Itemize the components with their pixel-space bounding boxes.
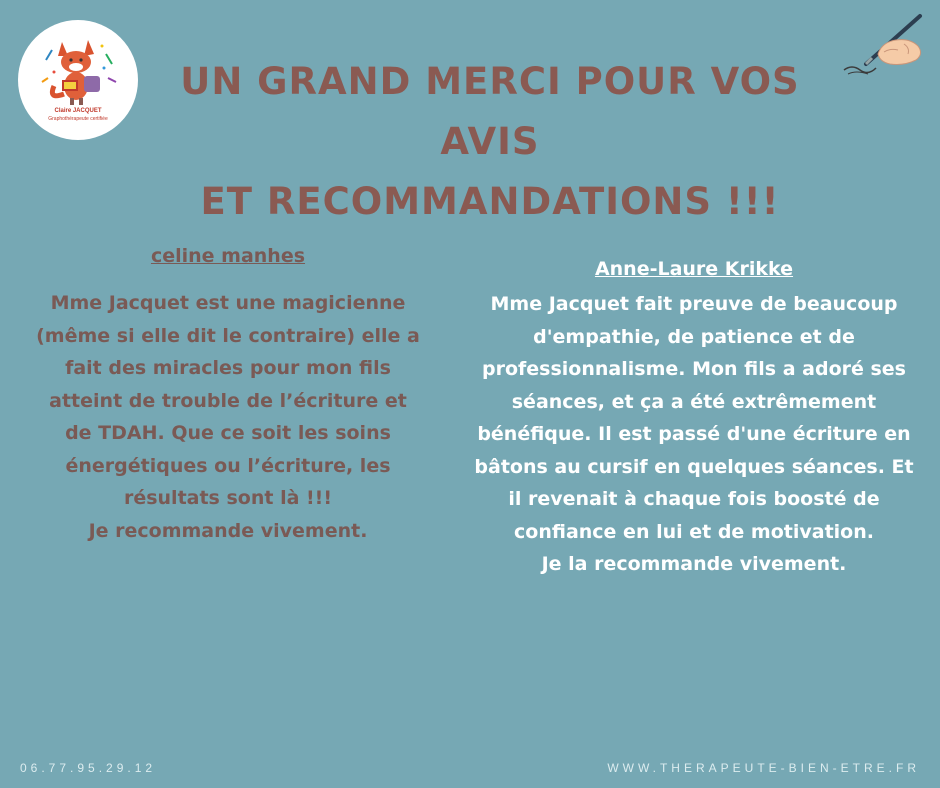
title-line-1: UN GRAND MERCI POUR VOS AVIS — [180, 60, 800, 163]
review-text-line: énergétiques ou l’écriture, les — [65, 454, 391, 477]
fox-illustration-icon — [18, 20, 138, 140]
review-text-line: Je la recommande vivement. — [541, 553, 847, 575]
review-text-line: séances, et ça a été extrêmement — [511, 390, 877, 413]
review-text-line: Je recommande vivement. — [88, 519, 368, 542]
review-text-line: bâtons au cursif en quelques séances. Et — [474, 455, 914, 478]
page-title — [150, 52, 830, 232]
review-text-line: de TDAH. Que ce soit les soins — [65, 422, 391, 444]
review-text-line: il revenait à chaque fois boosté de — [508, 488, 880, 510]
review-text-line: Mme Jacquet fait preuve de beaucoup — [490, 293, 898, 315]
review-text-line: Mme Jacquet est une magicienne — [50, 292, 406, 314]
review-text-line: bénéfique. Il est passé d'une écriture en — [477, 423, 911, 445]
review-author: celine manhes — [150, 245, 306, 267]
hand-writing-pen-icon — [838, 8, 928, 80]
review-text-line: confiance en lui et de motivation. — [514, 520, 874, 543]
footer-website-link[interactable]: WWW.THERAPEUTE-BIEN-ETRE.FR — [607, 761, 920, 775]
review-text-line: fait des miracles pour mon fils — [65, 357, 391, 379]
review-card-right — [458, 258, 930, 581]
review-text-line: d'empathie, de patience et de — [533, 325, 855, 348]
logo — [18, 20, 138, 140]
review-card-left — [18, 245, 438, 547]
review-text-line: (même si elle dit le contraire) elle a — [36, 324, 420, 347]
footer-phone: 06.77.95.29.12 — [20, 761, 157, 775]
review-author: Anne-Laure Krikke — [594, 258, 794, 280]
review-text-line: résultats sont là !!! — [123, 487, 333, 509]
review-text-line: professionnalisme. Mon fils a adoré ses — [482, 358, 906, 380]
logo-subtitle: Graphothérapeute certifiée — [48, 116, 108, 122]
logo-name: Claire JACQUET — [54, 108, 102, 114]
title-line-2: ET RECOMMANDATIONS !!! — [200, 180, 780, 223]
review-text-line: atteint de trouble de l’écriture et — [49, 389, 407, 412]
